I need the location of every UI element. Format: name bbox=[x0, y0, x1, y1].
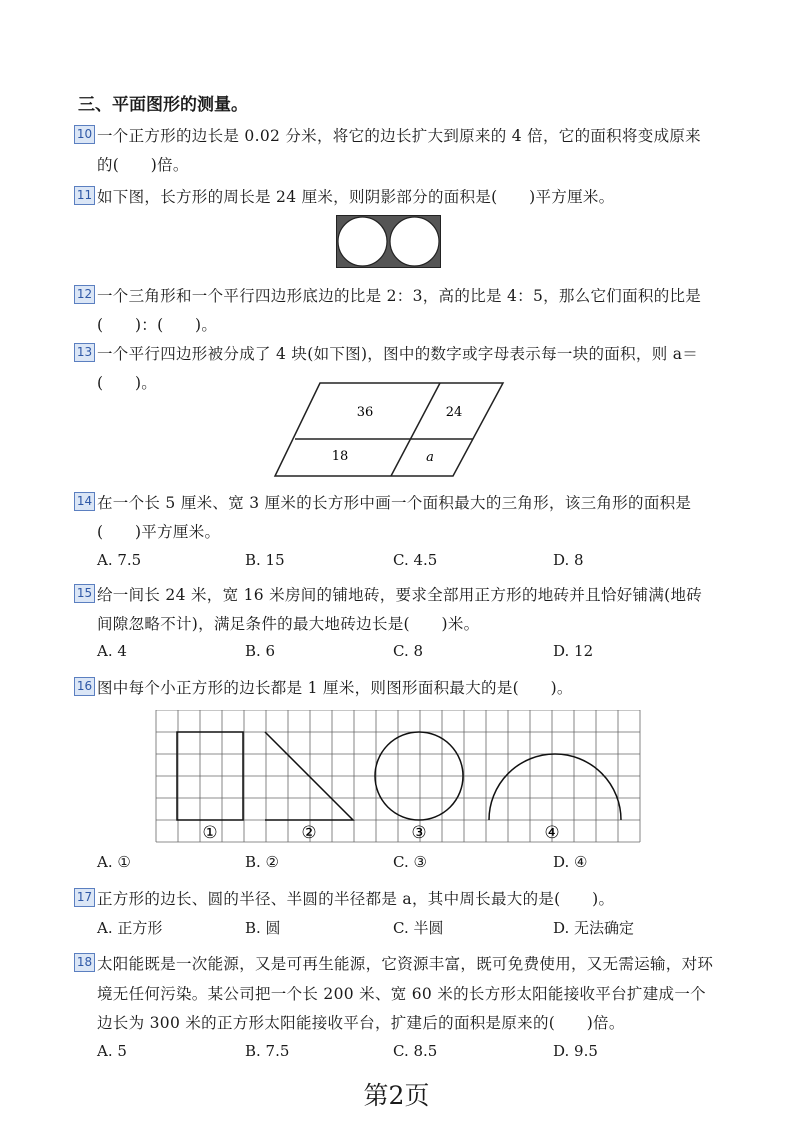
area-label-a: a bbox=[426, 450, 434, 465]
option-d[interactable]: D. 无法确定 bbox=[553, 919, 635, 937]
section-title: 三、平面图形的测量。 bbox=[78, 95, 248, 115]
question-text: 如下图，长方形的周长是 24 厘米，则阴影部分的面积是( )平方厘米。 bbox=[97, 188, 615, 206]
question-number: 16 bbox=[74, 677, 95, 696]
grid-lines bbox=[156, 710, 640, 842]
option-d[interactable]: D. 9.5 bbox=[553, 1042, 598, 1060]
question-text: 境无任何污染。某公司把一个长 200 米、宽 60 米的长方形太阳能接收平台扩建成一个 bbox=[97, 985, 706, 1003]
option-d[interactable]: D. 8 bbox=[553, 551, 584, 569]
parallelogram-figure bbox=[270, 380, 510, 480]
question-text: 太阳能既是一次能源，又是可再生能源，它资源丰富，既可免费使用，又无需运输，对环 bbox=[97, 955, 714, 973]
option-a[interactable]: A. 4 bbox=[97, 642, 127, 660]
option-b[interactable]: B. 7.5 bbox=[245, 1042, 290, 1060]
option-b[interactable]: B. 圆 bbox=[245, 919, 281, 937]
option-d[interactable]: D. 12 bbox=[553, 642, 594, 660]
grid-figure bbox=[155, 710, 649, 846]
question-text: 间隙忽略不计)，满足条件的最大地砖边长是( )米。 bbox=[97, 615, 480, 633]
option-a[interactable]: A. ① bbox=[97, 853, 131, 871]
question-text: 的( )倍。 bbox=[97, 156, 189, 174]
option-b[interactable]: B. 15 bbox=[245, 551, 285, 569]
option-a[interactable]: A. 正方形 bbox=[97, 919, 163, 937]
shape-label-2: ② bbox=[301, 823, 317, 843]
area-label-18: 18 bbox=[331, 449, 349, 464]
question-text: 边长为 300 米的正方形太阳能接收平台，扩建后的面积是原来的( )倍。 bbox=[97, 1014, 625, 1032]
question-number: 13 bbox=[74, 343, 95, 362]
shape-label-1: ① bbox=[202, 823, 218, 843]
shape-label-4: ④ bbox=[544, 823, 560, 843]
question-text: 正方形的边长、圆的半径、半圆的半径都是 a，其中周长最大的是( )。 bbox=[97, 890, 615, 908]
question-number: 12 bbox=[74, 285, 95, 304]
question-text: ( )。 bbox=[97, 374, 158, 392]
question-text: 一个三角形和一个平行四边形底边的比是 2：3，高的比是 4：5，那么它们面积的比是 bbox=[97, 287, 702, 305]
option-a[interactable]: A. 7.5 bbox=[97, 551, 142, 569]
right-circle bbox=[390, 217, 439, 266]
option-b[interactable]: B. ② bbox=[245, 853, 280, 871]
option-c[interactable]: C. 半圆 bbox=[393, 919, 444, 937]
question-text: 一个平行四边形被分成了 4 块(如下图)，图中的数字或字母表示每一块的面积，则 a＝ bbox=[97, 345, 699, 363]
area-label-36: 36 bbox=[356, 405, 374, 420]
question-text: 给一间长 24 米，宽 16 米房间的铺地砖，要求全部用正方形的地砖并且恰好铺满(地砖 bbox=[97, 586, 703, 604]
shape-label-3: ③ bbox=[411, 823, 427, 843]
shaded-rectangle-figure bbox=[336, 215, 442, 269]
page-number: 第2页 bbox=[363, 1081, 430, 1110]
left-circle bbox=[338, 217, 387, 266]
option-c[interactable]: C. ③ bbox=[393, 853, 427, 871]
question-text: ( )平方厘米。 bbox=[97, 523, 221, 541]
option-c[interactable]: C. 4.5 bbox=[393, 551, 438, 569]
option-a[interactable]: A. 5 bbox=[97, 1042, 127, 1060]
question-number: 11 bbox=[74, 186, 95, 205]
question-number: 15 bbox=[74, 584, 95, 603]
question-number: 10 bbox=[74, 125, 95, 144]
option-c[interactable]: C. 8 bbox=[393, 642, 424, 660]
option-c[interactable]: C. 8.5 bbox=[393, 1042, 438, 1060]
semicircle-shape bbox=[489, 754, 621, 820]
option-d[interactable]: D. ④ bbox=[553, 853, 588, 871]
option-b[interactable]: B. 6 bbox=[245, 642, 276, 660]
question-text: 一个正方形的边长是 0.02 分米，将它的边长扩大到原来的 4 倍，它的面积将变成原来 bbox=[97, 127, 701, 145]
question-text: 图中每个小正方形的边长都是 1 厘米，则图形面积最大的是( )。 bbox=[97, 679, 573, 697]
parallelogram bbox=[275, 383, 503, 476]
question-number: 18 bbox=[74, 953, 95, 972]
question-number: 14 bbox=[74, 492, 95, 511]
question-number: 17 bbox=[74, 888, 95, 907]
question-text: ( )：( )。 bbox=[97, 316, 218, 334]
question-text: 在一个长 5 厘米、宽 3 厘米的长方形中画一个面积最大的三角形，该三角形的面积是 bbox=[97, 494, 692, 512]
area-label-24: 24 bbox=[445, 405, 463, 420]
